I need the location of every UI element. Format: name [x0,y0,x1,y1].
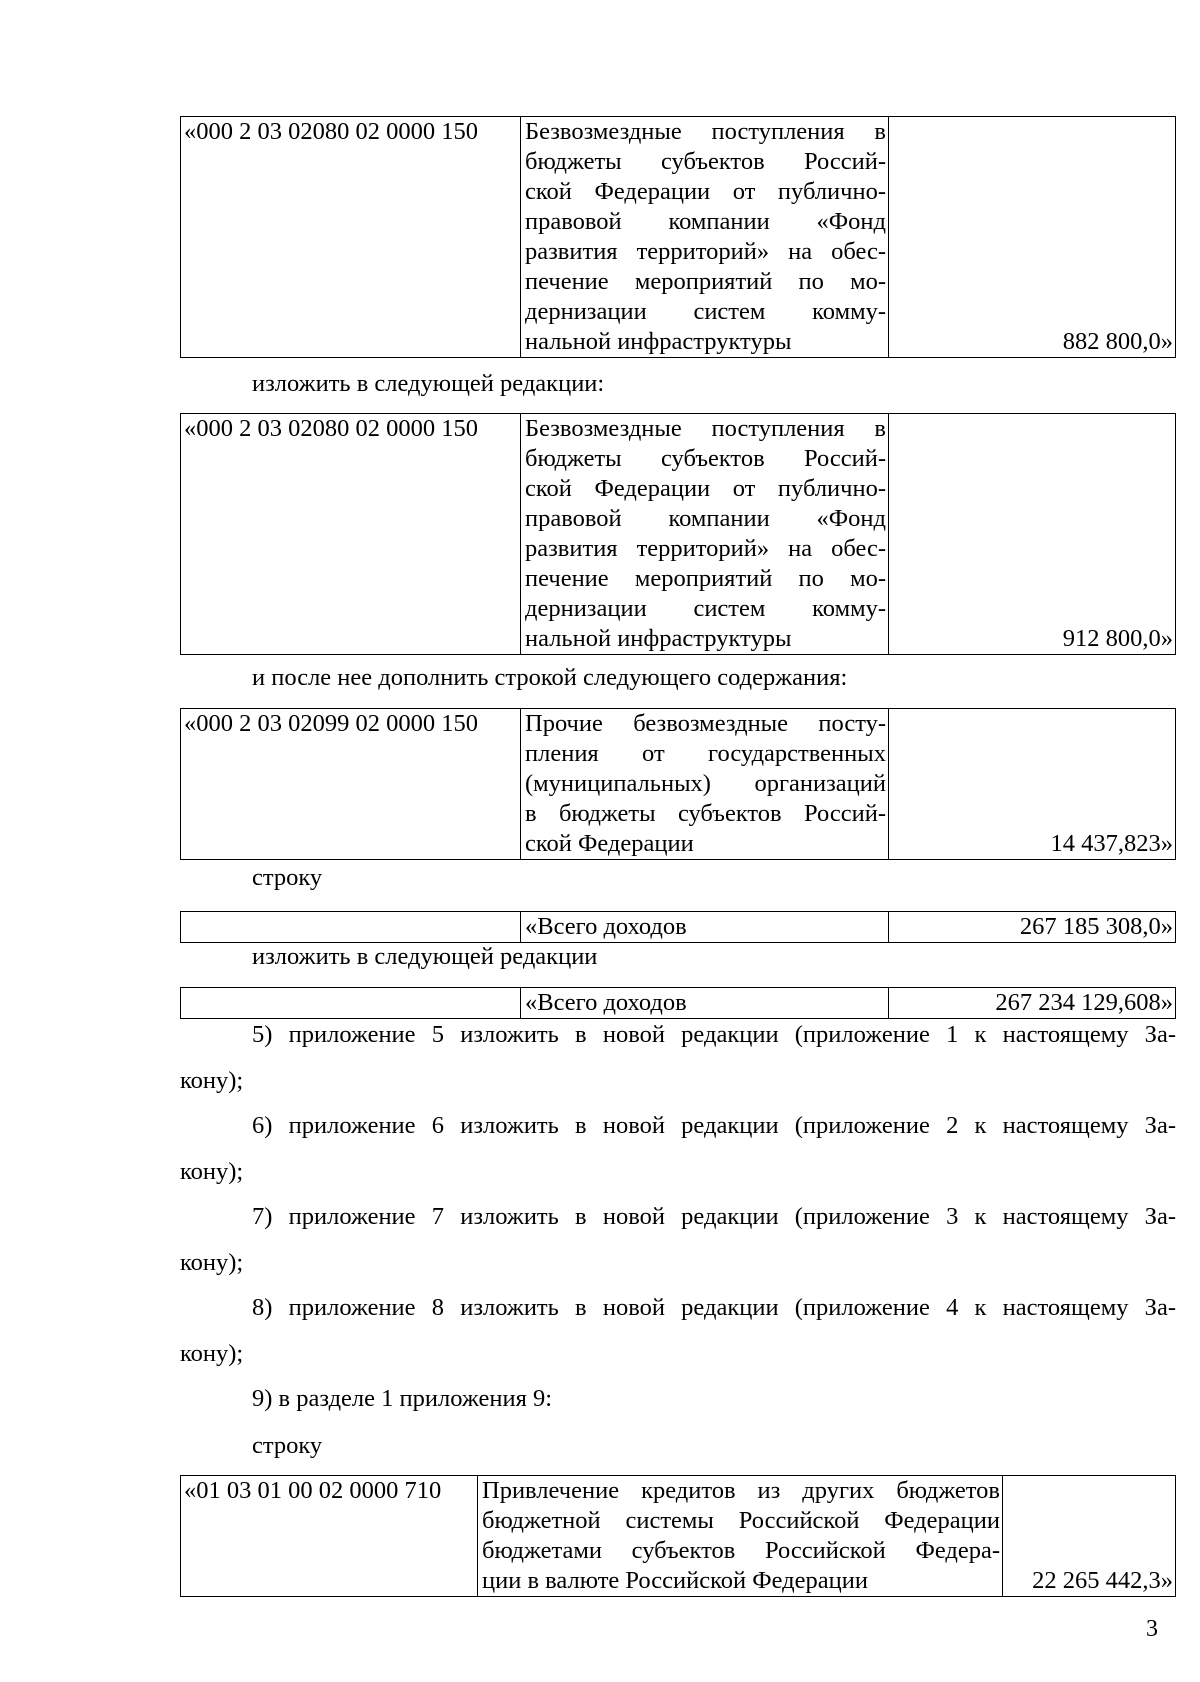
budget-table-row-1 [180,116,1176,358]
instruction-text: изложить в следующей редакции [252,943,598,970]
budget-description-cell [478,1476,1003,1597]
description-line: ской Федерации от публично- [525,178,886,205]
budget-amount-cell: 882 800,0» [889,117,1176,358]
page-number: 3 [1146,1616,1158,1642]
budget-table-row-2 [180,413,1176,655]
amendment-item-6: 6) приложение 6 изложить в новой редакции (приложение 2 к настоящему За- [252,1112,1176,1139]
total-income-row-new [180,987,1176,1019]
budget-table-row-3 [180,708,1176,860]
amendment-item-5-continuation: кону); [180,1067,244,1094]
instruction-text: и после нее дополнить строкой следующего содержания: [252,664,848,691]
amendment-item-7-continuation: кону); [180,1249,244,1276]
description-line: дернизации систем комму- [525,595,886,622]
description-line: бюджеты субъектов Россий- [525,445,886,472]
instruction-text: строку [252,1432,323,1459]
budget-code-cell: «000 2 03 02080 02 0000 150 [181,414,521,655]
budget-code-cell [181,912,521,943]
amendment-item-9: 9) в разделе 1 приложения 9: [252,1385,553,1412]
description-line: (муниципальных) организаций [525,770,886,797]
budget-code-cell: «01 03 01 00 02 0000 710 [181,1476,478,1597]
description-line: правовой компании «Фонд [525,208,886,235]
description-line: ской Федерации [525,830,694,857]
description-line: правовой компании «Фонд [525,505,886,532]
description-line: Безвозмездные поступления в [525,118,886,145]
description-line: печение мероприятий по мо- [525,565,886,592]
description-line: ской Федерации от публично- [525,475,886,502]
instruction-text: изложить в следующей редакции: [252,370,605,397]
description-line: развития территорий» на обес- [525,238,886,265]
description-line: бюджеты субъектов Россий- [525,148,886,175]
amendment-item-8-continuation: кону); [180,1340,244,1367]
description-line: печение мероприятий по мо- [525,268,886,295]
description-line: Безвозмездные поступления в [525,415,886,442]
description-line: ции в валюте Российской Федерации [482,1567,868,1594]
budget-code-cell: «000 2 03 02099 02 0000 150 [181,709,521,860]
instruction-text: строку [252,864,323,891]
description-line: дернизации систем комму- [525,298,886,325]
budget-description-cell [521,117,889,358]
budget-description-cell: «Всего доходов [521,912,889,943]
amendment-item-7: 7) приложение 7 изложить в новой редакции (приложение 3 к настоящему За- [252,1203,1176,1230]
budget-table-row-credits [180,1475,1176,1597]
budget-amount-cell: 267 185 308,0» [889,912,1176,943]
description-line: Привлечение кредитов из других бюджетов [482,1477,1000,1504]
description-line: нальной инфраструктуры [525,328,792,355]
budget-description-cell: «Всего доходов [521,988,889,1019]
budget-code-cell: «000 2 03 02080 02 0000 150 [181,117,521,358]
description-line: Прочие безвозмездные посту- [525,710,886,737]
budget-description-cell [521,414,889,655]
budget-amount-cell: 912 800,0» [889,414,1176,655]
description-line: бюджетами субъектов Российской Федера- [482,1537,1000,1564]
budget-amount-cell: 22 265 442,3» [1003,1476,1176,1597]
description-line: нальной инфраструктуры [525,625,792,652]
budget-code-cell [181,988,521,1019]
description-line: развития территорий» на обес- [525,535,886,562]
description-line: в бюджеты субъектов Россий- [525,800,886,827]
amendment-item-8: 8) приложение 8 изложить в новой редакции (приложение 4 к настоящему За- [252,1294,1176,1321]
budget-description-cell [521,709,889,860]
amendment-item-5: 5) приложение 5 изложить в новой редакции (приложение 1 к настоящему За- [252,1021,1176,1048]
amendment-item-6-continuation: кону); [180,1158,244,1185]
description-line: бюджетной системы Российской Федерации [482,1507,1000,1534]
total-income-row-old [180,911,1176,943]
description-line: пления от государственных [525,740,886,767]
budget-amount-cell: 267 234 129,608» [889,988,1176,1019]
budget-amount-cell: 14 437,823» [889,709,1176,860]
